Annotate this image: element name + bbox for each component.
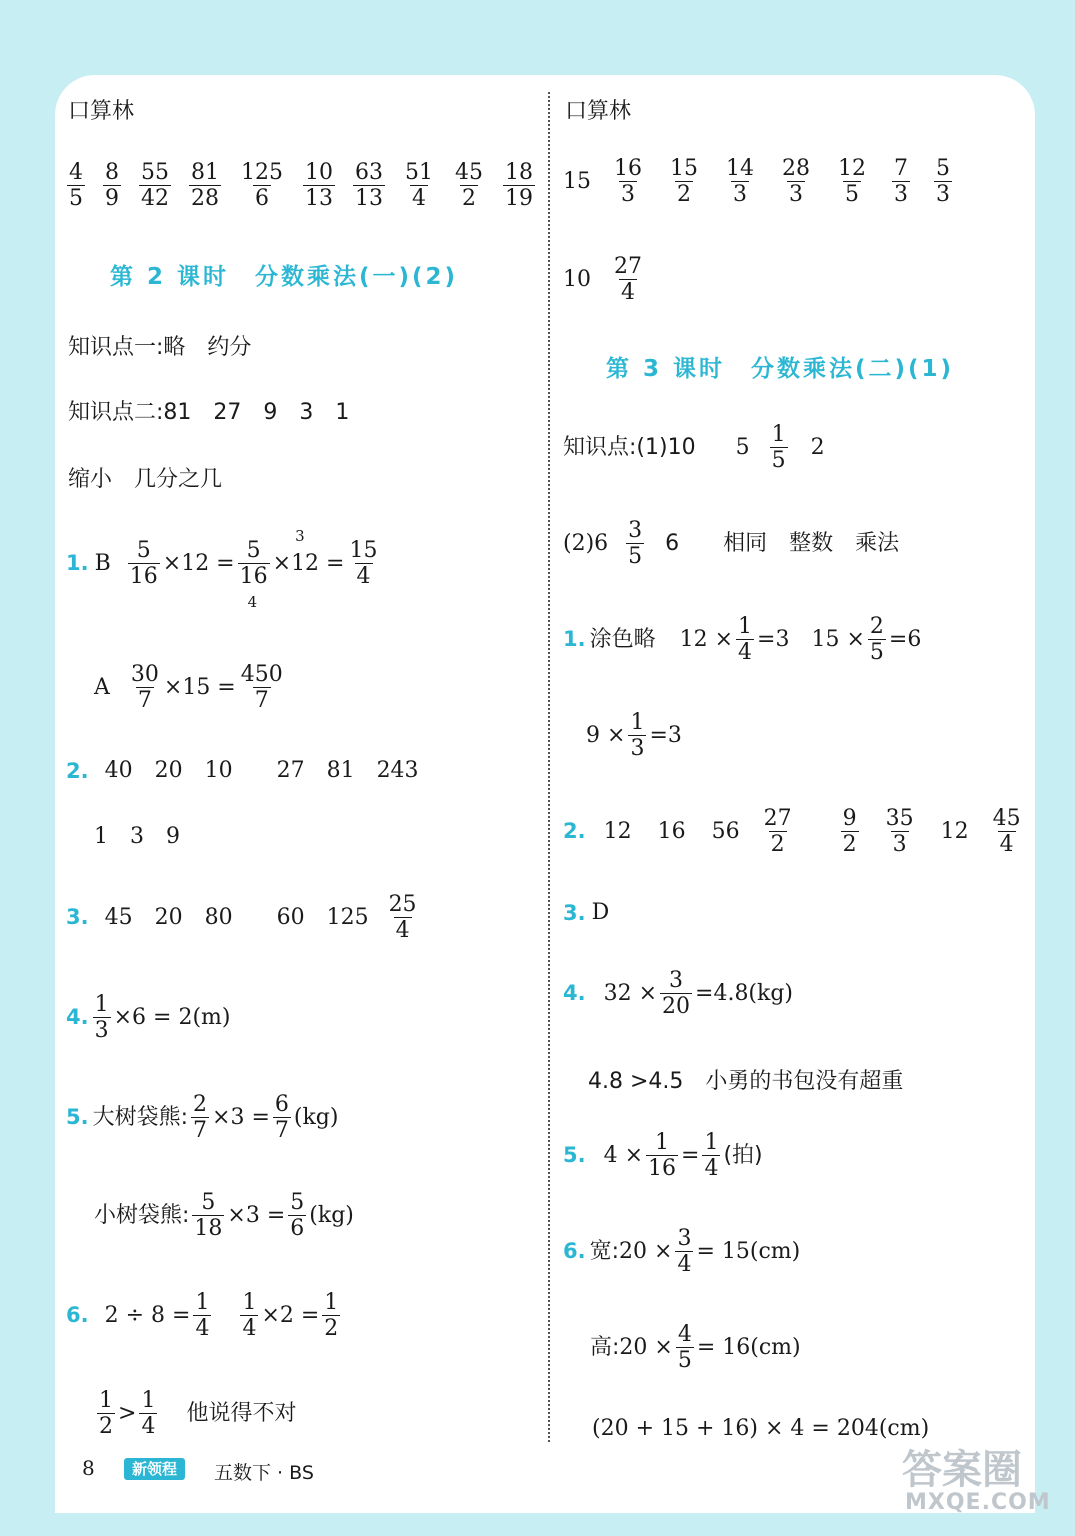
left-oral-frac-1: $\frac{4}{5}$ xyxy=(69,160,83,212)
left-q6-conclusion: 他说得不对 xyxy=(186,1400,297,1426)
left-q1-a: A $\frac{30}{7}$ ×15 = $\frac{450}{7}$ xyxy=(94,662,283,714)
right-q3-answer: D xyxy=(591,900,610,925)
right-q5-number: 5. xyxy=(563,1143,586,1168)
left-oral-frac-7: $\frac{63}{13}$ xyxy=(355,160,383,212)
right-oral-frac-2: $\frac{15}{2}$ xyxy=(670,156,698,208)
right-q3-number: 3. xyxy=(563,900,586,925)
right-oral-frac-3: $\frac{14}{3}$ xyxy=(726,156,754,208)
right-oral-lead2: 10 xyxy=(563,266,591,292)
left-q1: 1. B $\frac{5}{16}$ ×12 = 5 16 4 ×12 3 = $\frac{15}{4}$ xyxy=(66,526,378,611)
left-q5-b-label: 小树袋熊: xyxy=(94,1202,190,1228)
left-oral-frac-2: $\frac{8}{9}$ xyxy=(105,160,119,212)
left-lesson-heading: 第 2 课时 分数乘法(一)(2) xyxy=(110,264,459,290)
right-oral-frac-4: $\frac{28}{3}$ xyxy=(782,156,810,208)
left-knowledge-point-2: 知识点二:81 27 9 3 1 xyxy=(68,400,350,425)
left-q2-line2: 1 3 9 xyxy=(94,824,180,849)
right-q1: 1. 涂色略 12 × $\frac{1}{4}$ =3 15 × $\frac{2}{5}$ =6 xyxy=(563,614,922,666)
left-q1-answer: B xyxy=(94,550,111,576)
right-q6-width: 6. 宽: 20 × $\frac{3}{4}$ = 15(cm) xyxy=(563,1226,801,1278)
right-q6-number: 6. xyxy=(563,1239,586,1264)
left-q3-line: 45 20 80 60 125 xyxy=(104,904,369,930)
right-kp1-label: 知识点:(1)10 xyxy=(563,434,696,460)
right-q6-total: (20 + 15 + 16) × 4 = 204(cm) xyxy=(592,1416,930,1441)
right-oral-frac-6: $\frac{7}{3}$ xyxy=(894,156,908,208)
left-oral-title: 口算林 xyxy=(68,99,135,124)
right-oral-frac-7: $\frac{5}{3}$ xyxy=(936,156,950,208)
subject-label: 五数下 · BS xyxy=(214,1462,314,1484)
left-q5-number: 5. xyxy=(66,1105,89,1130)
left-q4-number: 4. xyxy=(66,1005,89,1030)
left-q3: 3. 45 20 80 60 125 $\frac{25}{4}$ xyxy=(66,892,417,944)
right-q6-height: 高: 20 × $\frac{4}{5}$ = 16(cm) xyxy=(590,1322,801,1374)
right-oral-title: 口算林 xyxy=(565,99,632,124)
right-q2: 2. 12 16 56 $\frac{27}{2}$ $\frac{9}{2}$ $\frac{35}{3}$ 12 $\frac{45}{4}$ xyxy=(563,806,1021,858)
right-q5-unit: (拍) xyxy=(723,1142,763,1168)
right-q6-width-label: 宽: xyxy=(589,1238,620,1264)
left-q5-b: 小树袋熊: $\frac{5}{18}$ ×3 = $\frac{5}{6}$ (kg) xyxy=(94,1190,354,1242)
left-knowledge-point-1: 知识点一:略 约分 xyxy=(68,335,252,360)
right-q1-number: 1. xyxy=(563,627,586,652)
right-oral-frac2: $\frac{27}{4}$ xyxy=(614,254,642,306)
right-kp1-tail: 2 xyxy=(810,434,825,460)
right-oral-row1 xyxy=(563,156,955,208)
left-q1-a-label: A xyxy=(94,674,110,700)
left-q4-tail: ×6 = 2(m) xyxy=(113,1004,231,1030)
right-q6-height-label: 高: xyxy=(590,1334,620,1360)
left-q1-frac-b: 5 16 4 xyxy=(239,538,268,611)
left-oral-frac-10: $\frac{18}{19}$ xyxy=(505,160,533,212)
left-knowledge-point-3: 缩小 几分之几 xyxy=(68,467,223,492)
page-number: 8 xyxy=(82,1456,95,1480)
brand-label: 新领程 xyxy=(124,1458,185,1480)
right-q2-number: 2. xyxy=(563,819,586,844)
watermark-url: MXQE.COM xyxy=(905,1490,1051,1515)
left-q1-frac-c: $\frac{15}{4}$ xyxy=(349,538,378,590)
left-oral-frac-3: $\frac{55}{42}$ xyxy=(141,160,169,212)
left-oral-frac-4: $\frac{81}{28}$ xyxy=(191,160,219,212)
left-q6-conclusion-row: $\frac{1}{2}$ > $\frac{1}{4}$ 他说得不对 xyxy=(99,1388,297,1440)
left-oral-fractions xyxy=(64,160,538,212)
right-q1-line2: 9 × $\frac{1}{3}$ =3 xyxy=(586,710,682,762)
right-q3 xyxy=(563,902,609,924)
right-oral-frac-5: $\frac{12}{5}$ xyxy=(838,156,866,208)
left-oral-frac-8: $\frac{51}{4}$ xyxy=(405,160,433,212)
right-oral-row2 xyxy=(563,254,647,306)
left-q6-number: 6. xyxy=(66,1303,89,1328)
right-q4-compare: 4.8 >4.5 小勇的书包没有超重 xyxy=(588,1069,904,1094)
right-kp2: (2)6 $\frac{3}{5}$ 6 相同 整数 乘法 xyxy=(563,518,900,570)
left-q3-number: 3. xyxy=(66,905,89,930)
right-kp1: 知识点:(1)10 5 $\frac{1}{5}$ 2 xyxy=(563,422,825,474)
left-q5-a: 5. 大树袋熊: $\frac{2}{7}$ ×3 = $\frac{6}{7}$ (kg) xyxy=(66,1092,339,1144)
right-q5: 5. 4 × $\frac{1}{16}$ = $\frac{1}{4}$ (拍) xyxy=(563,1130,763,1182)
watermark-logo: 答案圈 xyxy=(902,1447,1022,1493)
left-q6: 6. 2 ÷ 8 = $\frac{1}{4}$ $\frac{1}{4}$ ×2 = $\frac{1}{2}$ xyxy=(66,1290,339,1342)
left-q1-number: 1. xyxy=(66,551,89,576)
right-q4: 4. 32 × $\frac{3}{20}$ =4.8(kg) xyxy=(563,968,794,1020)
column-divider xyxy=(548,92,550,1442)
left-q2-number: 2. xyxy=(66,758,89,783)
right-kp2-label: (2)6 xyxy=(563,530,609,556)
left-oral-frac-9: $\frac{45}{2}$ xyxy=(455,160,483,212)
right-q1-label: 涂色略 xyxy=(589,626,656,652)
left-q2 xyxy=(66,760,419,782)
right-oral-frac-1: $\frac{16}{3}$ xyxy=(614,156,642,208)
right-oral-lead: 15 xyxy=(563,168,591,194)
left-q1-frac-a: $\frac{5}{16}$ xyxy=(129,538,158,590)
left-oral-frac-6: $\frac{10}{13}$ xyxy=(305,160,333,212)
left-q4: 4. $\frac{1}{3}$ ×6 = 2(m) xyxy=(66,992,231,1044)
right-lesson-heading: 第 3 课时 分数乘法(二)(1) xyxy=(606,356,955,382)
right-kp2-tail: 6 相同 整数 乘法 xyxy=(665,530,900,556)
left-q2-line1: 40 20 10 27 81 243 xyxy=(104,758,419,783)
brand-badge xyxy=(124,1458,185,1479)
left-q5-a-label: 大树袋熊: xyxy=(92,1104,189,1130)
right-q4-number: 4. xyxy=(563,981,586,1006)
left-oral-frac-5: $\frac{125}{6}$ xyxy=(241,160,283,212)
